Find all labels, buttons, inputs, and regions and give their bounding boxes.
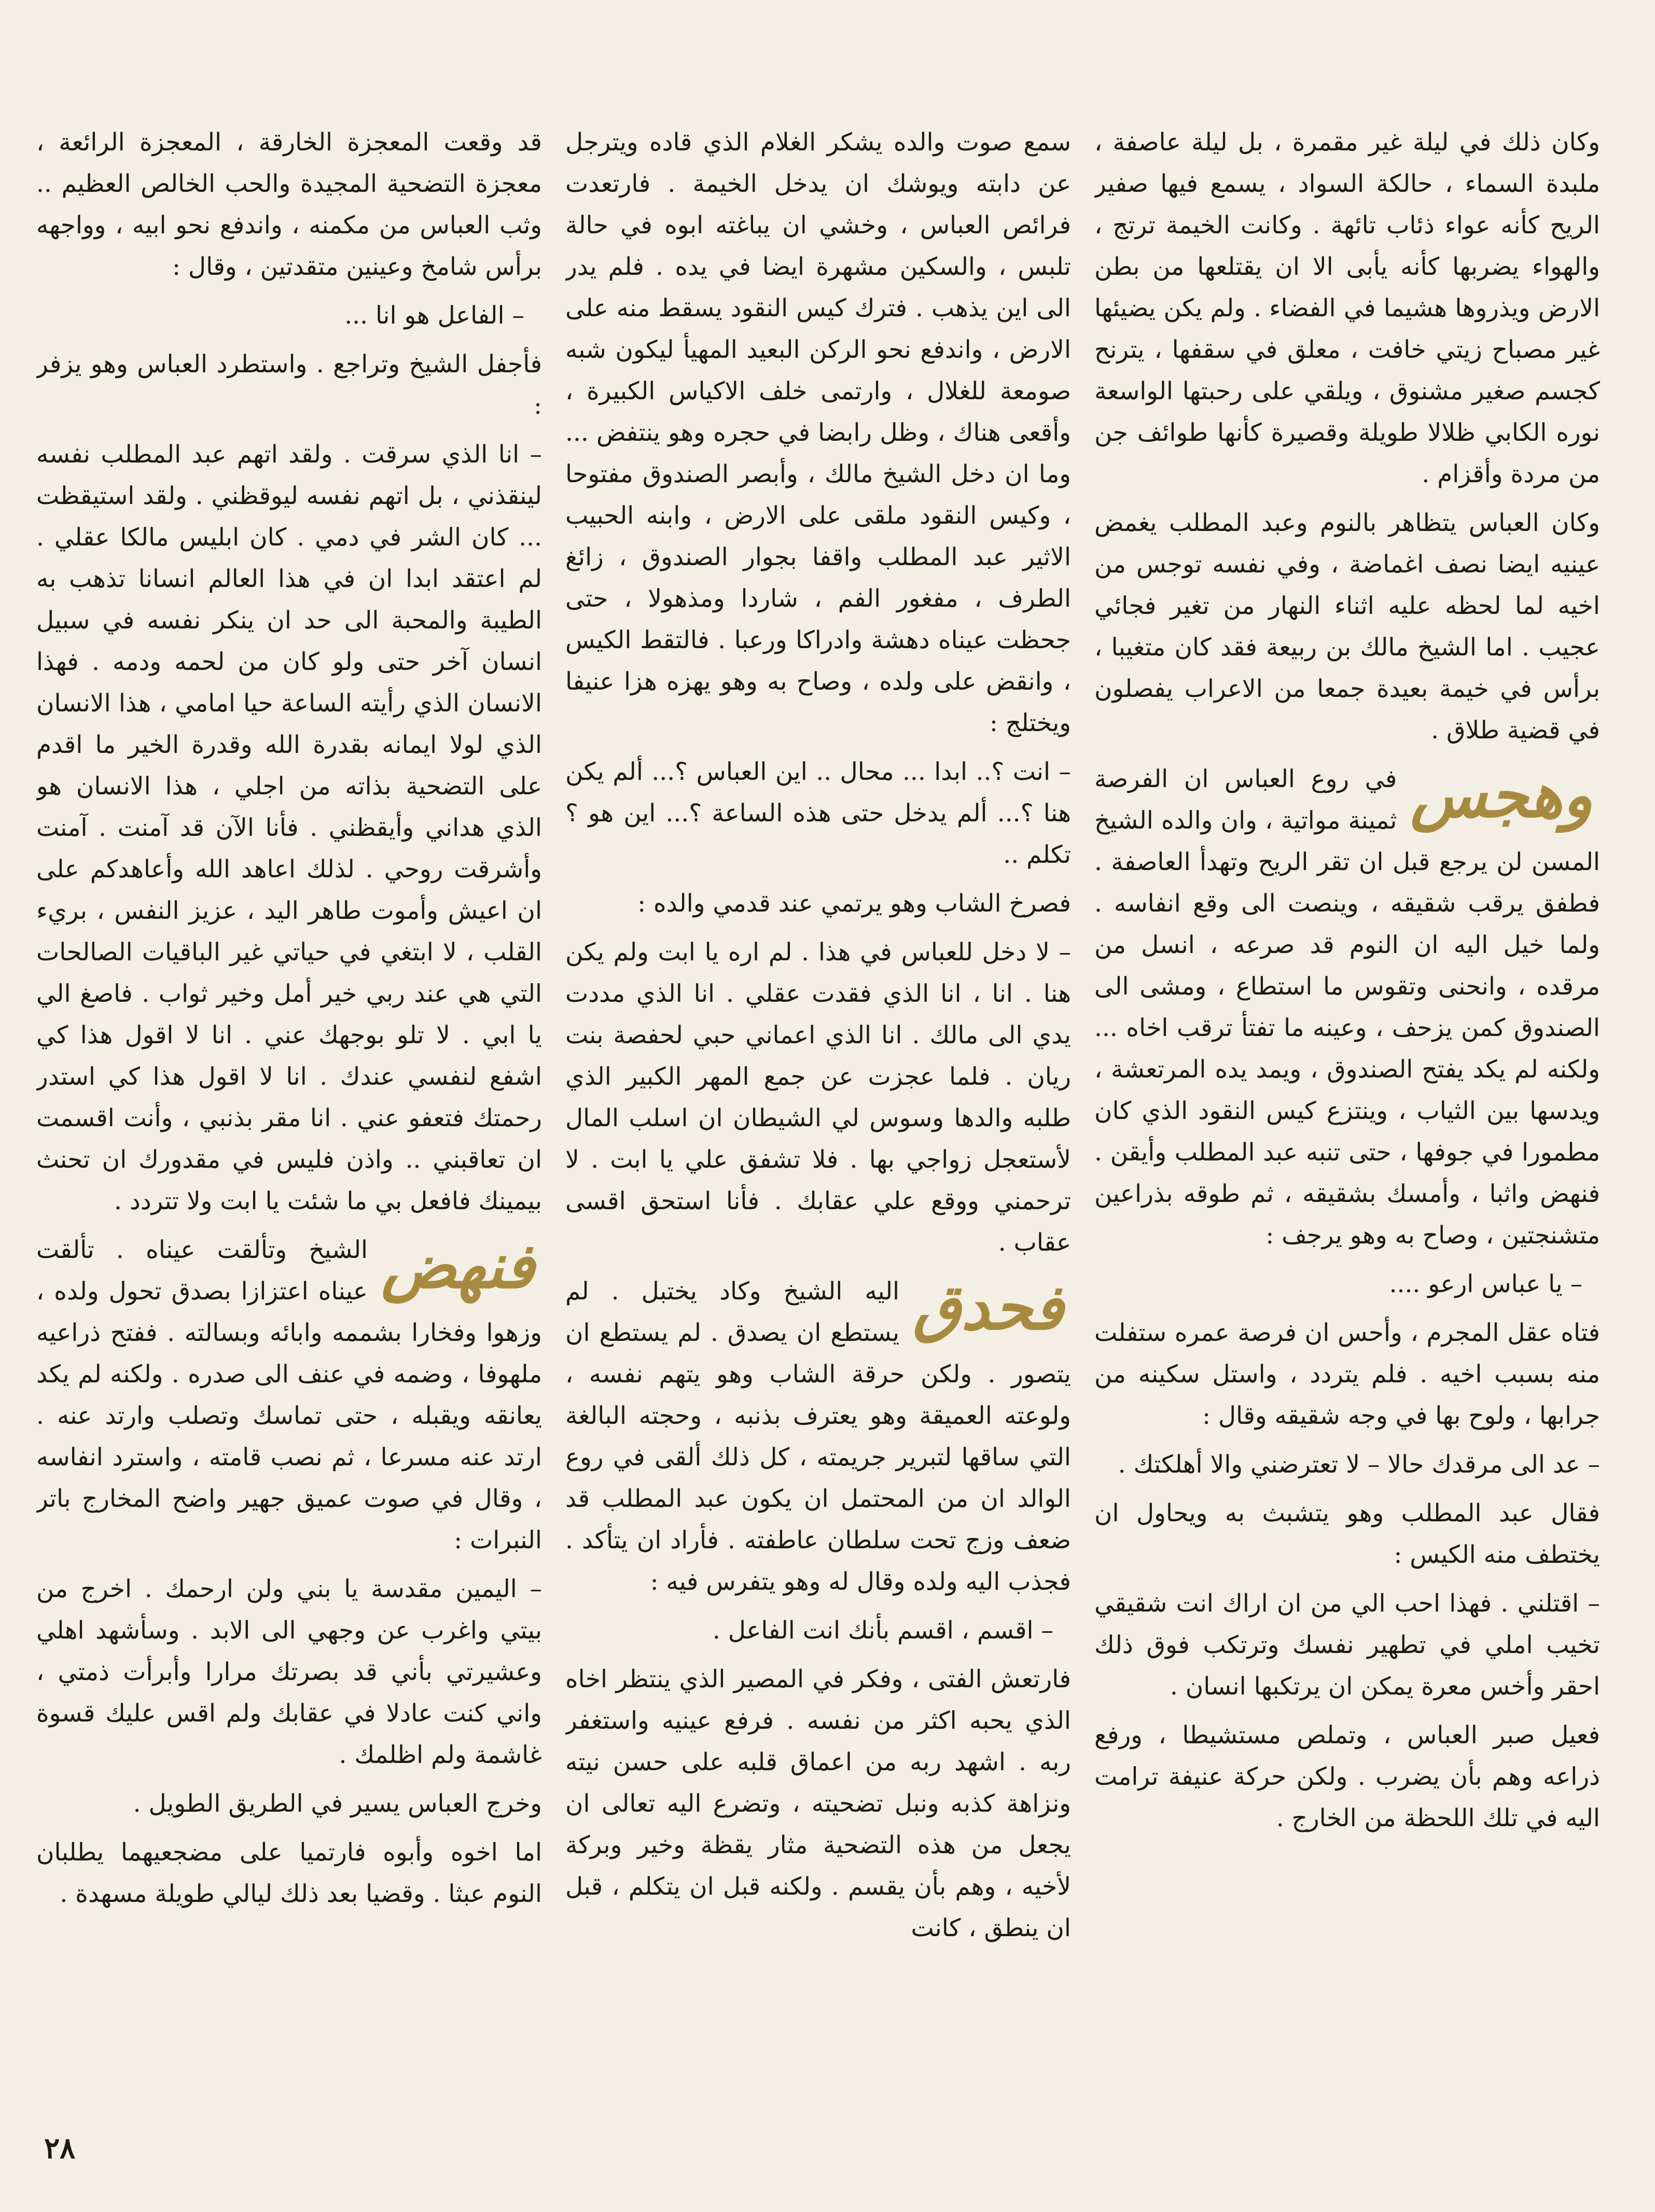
paragraph: وخرج العباس يسير في الطريق الطويل .	[133, 1789, 542, 1818]
dialogue-line: – الفاعل هو انا ...	[344, 301, 524, 330]
paragraph	[36, 1229, 542, 1561]
dialogue-line: – اقتلني . فهذا احب الي من ان اراك انت شقيقي تخيب املي في تطهير نفسك وترتكب فوق ذلك احقر وأخس معرة يمكن ان يرتكبها انسان .	[1094, 1589, 1600, 1701]
paragraph: فارتعش الفتى ، وفكر في المصير الذي ينتظر اخاه الذي يحبه اكثر من نفسه . فرفع عينيه واستغفر ربه . اشهد ربه من اعماق قلبه على حسن نيته ونزاهة كذبه ونبل تضحيته ، وتضرع اليه تعالى ان يجعل من هذه التضحية مثار يقظة وخير وبركة لأخيه ، وهم بأن يقسم . ولكنه قبل ان يتكلم ، قبل ان ينطق ، كانت	[565, 1665, 1071, 1942]
paragraph: فأجفل الشيخ وتراجع . واستطرد العباس وهو يزفر :	[36, 350, 542, 420]
dialogue-line: – اقسم ، اقسم بأنك انت الفاعل .	[712, 1616, 1053, 1645]
column-right	[1094, 122, 1600, 2092]
paragraph-text: في روع العباس ان الفرصة ثمينة مواتية ، وان والده الشيخ المسن لن يرجع قبل ان تقر الريح وتهدأ العاصفة . فطفق يرقب شقيقه ، وينصت الى وقع انفاسه . ولما خيل اليه ان النوم قد صرعه ، انسل من مرقده ، وانحنى وتقوس ما استطاع ، ومشى الى الصندوق كمن يزحف ، وعينه ما تفتأ ترقب اخاه ... ولكنه لم يكد يفتح الصندوق ، ويمد يده المرتعشة ، ويدسها بين الثياب ، وينتزع كيس النقود الذي كان مطمورا في جوفها ، حتى تنبه عبد المطلب وأيقن . فنهض واثبا ، وأمسك بشقيقه ، ثم طوقه بذراعين متشنجتين ، وصاح به وهو يرجف :	[1094, 765, 1600, 1250]
dialogue-line: – انا الذي سرقت . ولقد اتهم عبد المطلب نفسه لينقذني ، بل اتهم نفسه ليوقظني . ولقد استيقظت ... كان الشر في دمي . كان ابليس مالكا عقلي . لم اعتقد ابدا ان في هذا العالم انسانا تذهب به الطيبة والمحبة الى حد ان ينكر نفسه في سبيل انسان آخر حتى ولو كان من لحمه ودمه . فهذا الانسان الذي رأيته الساعة حيا امامي ، هذا الانسان الذي لولا ايمانه بقدرة الله وقدرة الخير ما اقدم على التضحية بذاته من اجلي ، هذا الانسان هو الذي هداني وأيقظني . فأنا الآن قد آمنت . آمنت وأشرقت روحي . لذلك اعاهد الله وأعاهدكم على ان اعيش وأموت طاهر اليد ، عزيز النفس ، بريء القلب ، لا ابتغي في حياتي غير الباقيات الصالحات التي هي عند ربي خير أمل وخير ثواب . فاصغ الي يا ابي . لا تلو بوجهك عني . انا لا اقول هذا كي اشفع لنفسي عندك . انا لا اقول هذا كي استدر رحمتك فتعفو عني . انا مقر بذنبي ، وأنت اقسمت ان تعاقبني .. واذن فليس في مقدورك ان تحنث بيمينك فافعل بي ما شئت يا ابت ولا تتردد .	[36, 440, 542, 1215]
drop-headword: وهجس	[1410, 759, 1593, 832]
paragraph: اما اخوه وأبوه فارتميا على مضجعيهما يطلبان النوم عبثا . وقضيا بعد ذلك ليالي طويلة مسهدة .	[36, 1838, 542, 1908]
drop-headword: فنهض	[381, 1229, 535, 1303]
dialogue-line: – عد الى مرقدك حالا – لا تعترضني والا أهلكتك .	[1118, 1450, 1600, 1479]
dialogue-line: – لا دخل للعباس في هذا . لم اره يا ابت ولم يكن هنا . انا ، انا الذي فقدت عقلي . انا الذي مددت يدي الى مالك . انا الذي اعماني حبي لحفصة بنت ريان . فلما عجزت عن جمع المهر الكبير الذي طلبه والدها وسوس لي الشيطان ان اسلب المال لأستعجل زواجي بها . فلا تشفق علي يا ابت . لا ترحمني ووقع علي عقابك . فأنا استحق اقسى عقاب .	[565, 938, 1071, 1257]
paragraph-text: اليه الشيخ وكاد يختبل . لم يستطع ان يصدق . لم يستطع ان يتصور . ولكن حرقة الشاب وهو يتهم نفسه ، ولوعته العميقة وهو يعترف بذنبه ، وحجته البالغة التي ساقها لتبرير جريمته ، كل ذلك ألقى في روع الوالد ان من المحتمل ان يكون عبد المطلب قد ضعف وزج تحت سلطان عاطفته . فأراد ان يتأكد . فجذب اليه ولده وقال له وهو يتفرس فيه :	[565, 1277, 1071, 1596]
paragraph: قد وقعت المعجزة الخارقة ، المعجزة الرائعة ، معجزة التضحية المجيدة والحب الخالص العظيم .. وثب العباس من مكمنه ، واندفع نحو ابيه ، وواجهه برأس شامخ وعينين متقدتين ، وقال :	[36, 128, 542, 281]
paragraph-text: الشيخ وتألقت عيناه . تألقت عيناه اعتزازا بصدق تحول ولده ، وزهوا وفخارا بشممه وابائه وبسالته . ففتح ذراعيه ملهوفا ، وضمه في عنف الى صدره . ولكنه لم يكد يعانقه ويقبله ، حتى تماسك وتصلب وارتد عنه . ارتد عنه مسرعا ، ثم نصب قامته ، واسترد انفاسه ، وقال في صوت عميق جهير واضح المخارج باتر النبرات :	[36, 1236, 542, 1555]
paragraph	[565, 1271, 1071, 1603]
column-left	[36, 122, 542, 2092]
dialogue-line: – انت ؟.. ابدا ... محال .. اين العباس ؟... ألم يكن هنا ؟... ألم يدخل حتى هذه الساعة ؟... اين هو ؟ تكلم ..	[565, 758, 1071, 869]
paragraph: وكان العباس يتظاهر بالنوم وعبد المطلب يغمض عينيه ايضا نصف اغماضة ، وفي نفسه توجس من اخيه لما لحظه عليه اثناء النهار من تغير فجائي عجيب . اما الشيخ مالك بن ربيعة فقد كان متغيبا ، برأس في خيمة بعيدة جمعا من الاعراب يفصلون في قضية طلاق .	[1094, 509, 1600, 745]
paragraph: وكان ذلك في ليلة غير مقمرة ، بل ليلة عاصفة ، ملبدة السماء ، حالكة السواد ، يسمع فيها صفير الريح كأنه عواء ذئاب تائهة . وكانت الخيمة ترتج ، والهواء يضربها كأنه يأبى الا ان يقتلعها من بطن الارض ويذروها هشيما في الفضاء . ولم يكن يضيئها غير مصباح زيتي خافت ، معلق في سقفها ، يترنح كجسم صغير مشنوق ، ويلقي على رحبتها الواسعة نوره الكابي ظلالا طويلة وقصيرة كأنها طوائف جن من مردة وأقزام .	[1094, 128, 1600, 488]
dialogue-line: – اليمين مقدسة يا بني ولن ارحمك . اخرج من بيتي واغرب عن وجهي الى الابد . وسأشهد اهلي وعشيرتي بأني قد بصرتك مرارا وأبرأت ذمتي ، واني كنت عادلا في عقابك ولم اقس عليك قسوة غاشمة ولم اظلمك .	[36, 1575, 542, 1769]
drop-headword: فحدق	[913, 1271, 1064, 1344]
paragraph: فتاه عقل المجرم ، وأحس ان فرصة عمره ستفلت منه بسبب اخيه . فلم يتردد ، واستل سكينه من جرابها ، ولوح بها في وجه شقيقه وقال :	[1094, 1319, 1600, 1430]
paragraph	[1094, 759, 1600, 1256]
page-number: ٢٨	[44, 2131, 76, 2165]
dialogue-line: – يا عباس ارعو ....	[1389, 1270, 1582, 1298]
paragraph: فصرخ الشاب وهو يرتمي عند قدمي والده :	[637, 889, 1071, 918]
paragraph: فعيل صبر العباس ، وتملص مستشيطا ، ورفع ذراعه وهم بأن يضرب . ولكن حركة عنيفة ترامت اليه في تلك اللحظة من الخارج .	[1094, 1721, 1600, 1832]
paragraph: فقال عبد المطلب وهو يتشبث به ويحاول ان يختطف منه الكيس :	[1094, 1499, 1600, 1569]
column-middle	[565, 122, 1071, 2092]
paragraph: سمع صوت والده يشكر الغلام الذي قاده ويترجل عن دابته ويوشك ان يدخل الخيمة . فارتعدت فرائص العباس ، وخشي ان يباغته ابوه في حالة تلبس ، والسكين مشهرة ايضا في يده . فلم يدر الى اين يذهب . فترك كيس النقود يسقط منه على الارض ، واندفع نحو الركن البعيد المهيأ ليكون شبه صومعة للغلال ، وارتمى خلف الاكياس الكبيرة ، وأقعى هناك ، وظل رابضا في حجره وهو ينتفض ... وما ان دخل الشيخ مالك ، وأبصر الصندوق مفتوحا ، وكيس النقود ملقى على الارض ، وابنه الحبيب الاثير عبد المطلب واقفا بجوار الصندوق ، زائغ الطرف ، مفغور الفم ، شاردا ومذهولا ، حتى جحظت عيناه دهشة وادراكا ورعبا . فالتقط الكيس ، وانقض على ولده ، وصاح به وهو يهزه هزا عنيفا ويختلج :	[565, 128, 1071, 737]
